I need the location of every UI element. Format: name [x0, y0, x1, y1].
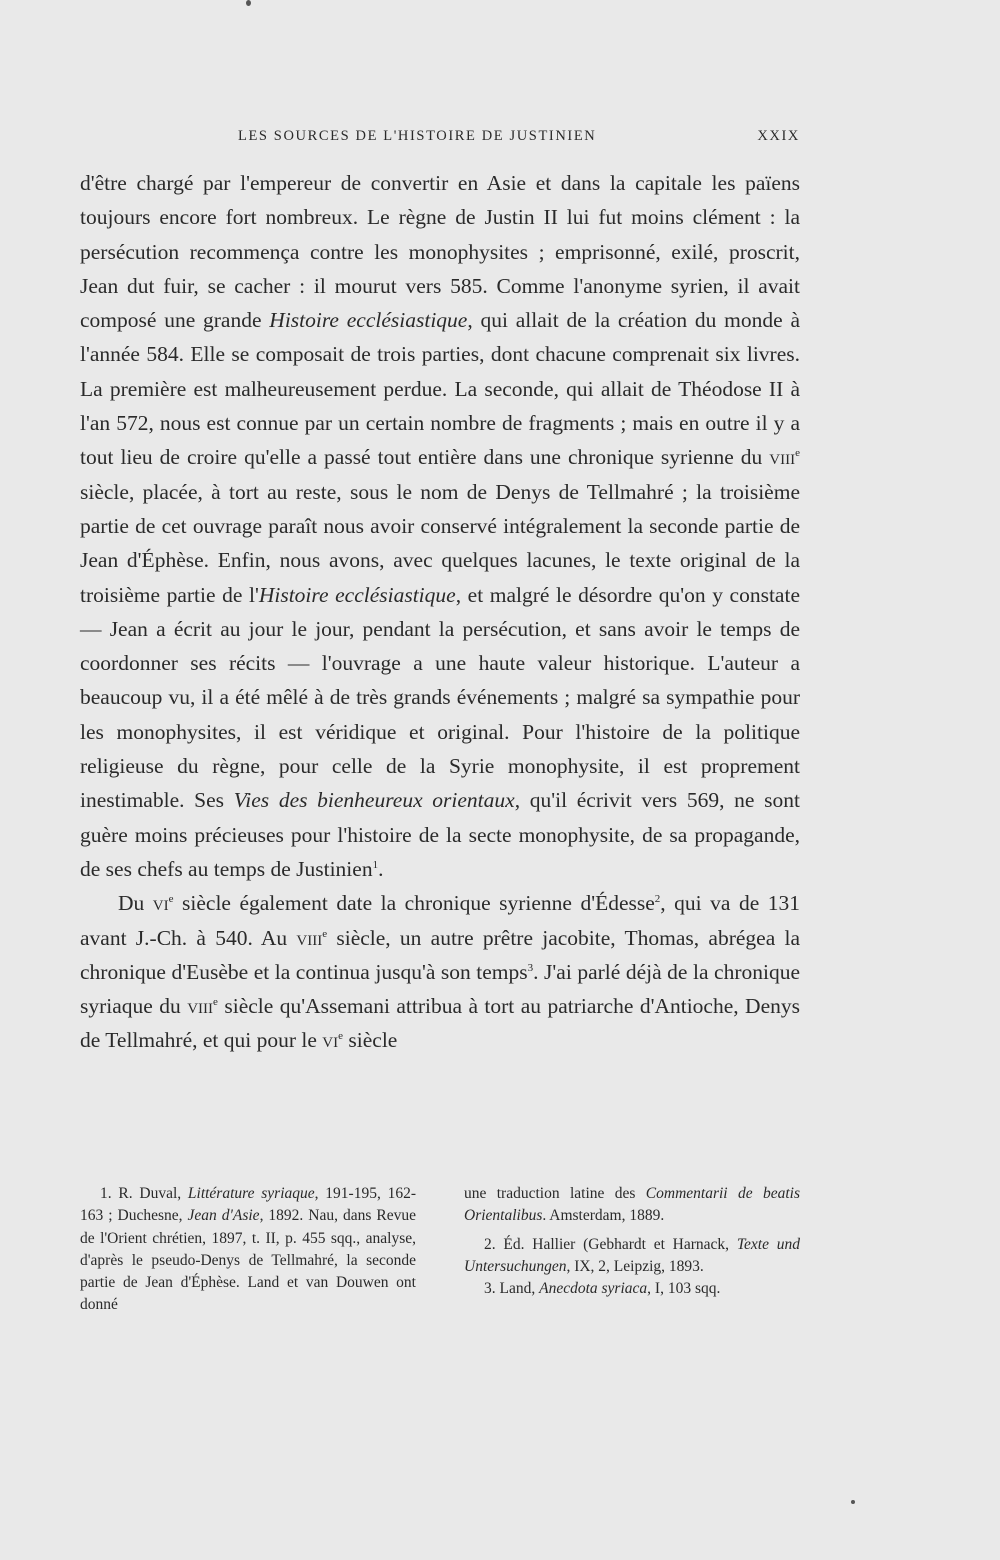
footnote-3: 3. Land, Anecdota syriaca, I, 103 sqq. — [484, 1280, 721, 1298]
footnote-ref: 3 — [527, 961, 534, 974]
running-title: LES SOURCES DE L'HISTOIRE DE JUSTINIEN — [238, 128, 597, 144]
work-title: Histoire ecclésiastique — [258, 582, 456, 607]
paragraph-1: d'être chargé par l'empereur de convertir en Asie et dans la capitale les païens toujours encore fort nombreux. Le règne de Justin II lui fut moins clément : la persécution recommença contre les monophysites ; emprisonné, exilé, proscrit, Jean dut fuir, se cacher : il mourut vers 585. Comme l'anonyme syrien, il avait composé une grande Histoire ecclésiastique, qui allait de la création du monde à l'année 584. Elle se composait de trois parties, dont chacune comprenait six livres. La première est malheureusement perdue. La seconde, qui allait de Théodose II à l'an 572, nous est connue par un certain nombre de fragments ; mais en outre il y a tout lieu de croire qu'elle a passé tout entière dans une chronique syrienne du viii$^e$ siècle, placée, à tort au reste, sous le nom de Denys de Tellmahré ; la troisième partie de cet ouvrage paraît nous avoir conservé intégralement la seconde partie de Jean d'Éphèse. Enfin, nous avons, avec quelques lacunes, le texte original de la troisième partie de l'Histoire ecclésiastique, et malgré le désordre qu'on y constate — Jean a écrit au jour le jour, pendant la persécution, et sans avoir le temps de coordonner ses récits — l'ouvrage a une haute valeur historique. L'auteur a beaucoup vu, il a été mêlé à de très grands événements ; malgré sa sympathie pour les monophysites, il est véridique et original. Pour l'histoire de la politique religieuse du règne, pour celle de la Syrie monophysite, il est proprement inestimable. Ses Vies des bienheureux orientaux, qu'il écrivit vers 569, ne sont guère moins précieuses pour l'histoire de la secte monophysite, de sa propagande, de ses chefs au temps de Justinien$^1$. — [80, 171, 800, 881]
footnote-1: 1. R. Duval, Littérature syriaque, 191-195, 162-163 ; Duchesne, Jean d'Asie, 1892. Nau, dans Revue de l'Orient chrétien, 1897, t. II, p. 455 sqq., analyse, d'après le pseudo-Denys de Tellmahré, la seconde partie de Jean d'Éphèse. Land et van Douwen ont donné — [80, 1185, 417, 1314]
footnotes-right-column — [464, 1183, 800, 1300]
footnote-ref: 1 — [372, 858, 379, 871]
footnote-ref: 2 — [654, 893, 661, 906]
century-numeral: viii — [296, 925, 323, 950]
century-numeral: vi — [152, 891, 169, 916]
footnote-1-continued: une traduction latine des Commentarii de beatis Orientalibus. Amsterdam, 1889. — [464, 1185, 800, 1225]
page-number: XXIX — [757, 128, 800, 144]
work-title: Vies des bienheureux orientaux — [233, 788, 515, 813]
paragraph-2: Du $vi^e$ siècle également date la chronique syrienne d'Édesse$^2$, qui va de 131 avant J.-Ch. à 540. Au viii$^e$ siècle, un autre prêtre jacobite, Thomas, abrégea la chronique d'Eusèbe et la continua jusqu'à son temps$^3$. J'ai parlé déjà de la chronique syriaque du viii$^e$ siècle qu'Assemani attribua à tort au patriarche d'Antioche, Denys de Tellmahré, et qui pour le $vi^e$ siècle — [80, 891, 801, 1053]
century-numeral: vi — [322, 1028, 339, 1053]
century-numeral: viii — [187, 994, 214, 1019]
print-speck — [246, 0, 251, 6]
footnotes-left-column — [80, 1183, 416, 1317]
main-text — [80, 166, 800, 1058]
work-title: Histoire ecclésiastique — [269, 308, 468, 333]
footnote-2: 2. Éd. Hallier (Gebhardt et Harnack, Texte und Untersuchungen, IX, 2, Leipzig, 1893. — [464, 1235, 801, 1275]
print-speck — [851, 1500, 855, 1504]
century-numeral: viii — [769, 445, 796, 470]
